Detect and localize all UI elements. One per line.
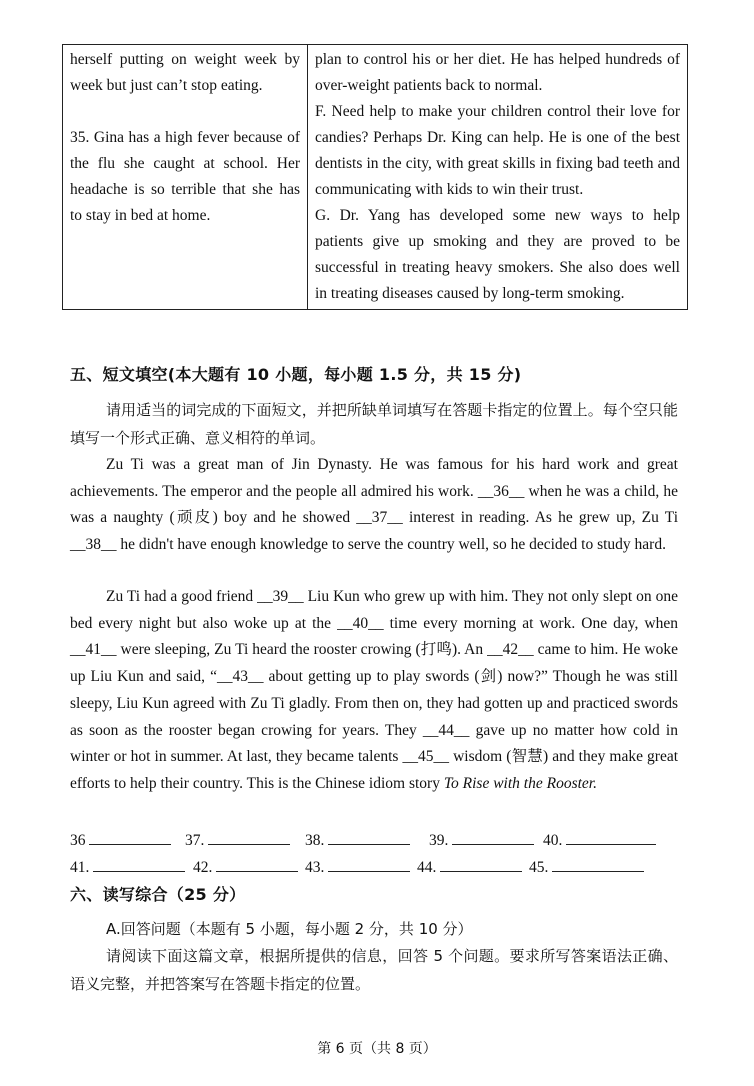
section-6-heading: 六、读写综合（25 分）: [70, 885, 246, 904]
idiom-title: To Rise with the Rooster.: [443, 774, 597, 792]
left-text-1: herself putting on weight week by week but just can’t stop eating.: [70, 51, 300, 94]
passage-paragraph-1: Zu Ti was a great man of Jin Dynasty. He was famous for his hard work and great achievements. The emperor and the people all admired his work. __36__ when he was a child, he was a naughty (顽皮) boy and he showed __37__ interest in reading. As he grew up, Zu Ti __38__ he didn't have enough knowledge to serve the country well, so he decided to study hard.: [70, 456, 679, 554]
section-6-instruction: 请阅读下面这篇文章，根据所提供的信息，回答 5 个问题。要求所写答案语法正确、语义完整，并把答案写在答题卡指定的位置。: [70, 947, 678, 993]
blank-42: __42__: [487, 641, 534, 659]
answer-label-39: 39.: [429, 832, 449, 849]
blank-40: __40__: [337, 614, 384, 632]
answer-label-40: 40.: [543, 832, 563, 849]
right-text-1: plan to control his or her diet. He has helped hundreds of over-weight patients back to normal.: [315, 51, 680, 94]
answer-label-42: 42.: [193, 859, 213, 876]
answer-label-45: 45.: [529, 859, 549, 876]
answer-label-37: 37.: [185, 832, 205, 849]
blank-45: __45__: [402, 748, 450, 766]
section-6-sub-a: A.回答问题（本题有 5 小题，每小题 2 分，共 10 分）: [106, 920, 473, 938]
answer-row-2: [70, 857, 670, 884]
blank-41: __41__: [70, 641, 117, 659]
blank-43: __43__: [216, 668, 264, 686]
table-row: [63, 45, 688, 310]
page-footer: 第 6 页（共 8 页）: [317, 1041, 437, 1057]
matching-table: [62, 44, 688, 310]
blank-38: __38__: [70, 536, 117, 554]
blank-39: __39__: [257, 588, 304, 605]
answer-label-38: 38.: [305, 832, 325, 849]
answer-label-36: 36: [70, 832, 86, 849]
table-left-cell: [63, 45, 308, 310]
section-5-instruction: 请用适当的词完成的下面短文，并把所缺单词填写在答题卡指定的位置上。每个空只能填写一个形式正确、意义相符的单词。: [70, 401, 678, 447]
option-g: G. Dr. Yang has developed some new ways to help patients give up smoking and they are proved to be successful in treating heavy smokers. She also does well in treating diseases caused by long-term smoking.: [315, 207, 680, 302]
answer-label-41: 41.: [70, 859, 90, 876]
blank-36: __36__: [477, 482, 525, 500]
section-5-heading: 五、短文填空(本大题有 10 小题，每小题 1.5 分，共 15 分): [70, 365, 522, 384]
option-f: F. Need help to make your children control their love for candies? Perhaps Dr. King can help. He is one of the best dentists in the city, with great skills in fixing bad teeth and communicating with kids to win their trust.: [315, 103, 680, 198]
blank-37: __37__: [356, 509, 403, 527]
blank-44: __44__: [422, 721, 470, 739]
answer-label-44: 44.: [417, 859, 437, 876]
question-35: 35. Gina has a high fever because of the flu she caught at school. Her headache is so terrible that she has to stay in bed at home.: [70, 129, 300, 224]
answer-lines: [70, 830, 670, 884]
answer-row-1: [70, 830, 670, 857]
passage-paragraph-2: Zu Ti had a good friend __39__ Liu Kun who grew up with him. They not only slept on one bed every night but also woke up at the __40__ time every morning at work. One day, when __41__ were sleeping, Zu Ti heard the rooster crowing (打鸣). An __42__ came to him. He woke up Liu Kun and said, “__43__ about getting up to play swords (剑) now?” Though he was still sleepy, Liu Kun agreed with Zu Ti gladly. From then on, they had gotten up and practiced swords as soon as the rooster began crowing for years. They __44__ gave up no matter how cold in winter or hot in summer. At last, they became talents __45__ wisdom (智慧) and they make great efforts to help their country. This is the Chinese idiom story To Rise with the Rooster.: [70, 588, 679, 792]
answer-label-43: 43.: [305, 859, 325, 876]
table-right-cell: [308, 45, 688, 310]
